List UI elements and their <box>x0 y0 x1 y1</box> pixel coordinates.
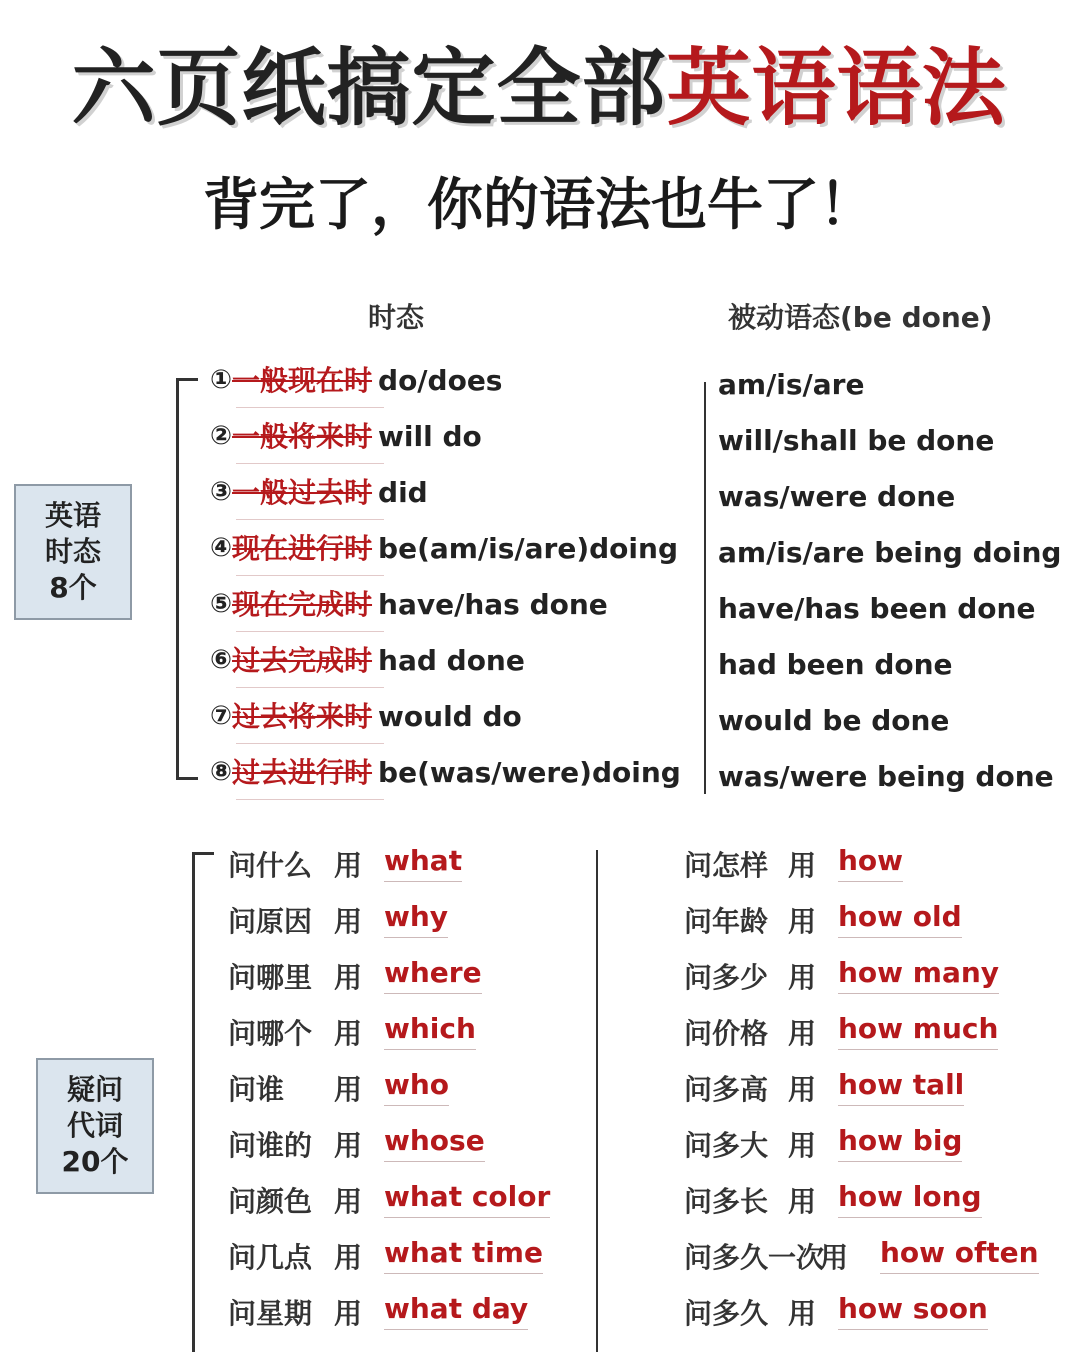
tense-number: ④ <box>210 533 233 563</box>
use-word: 用 <box>334 961 363 994</box>
tense-form: have/has done <box>378 587 608 621</box>
passive-form: had been done <box>718 647 953 681</box>
tense-form: will do <box>378 419 482 453</box>
question-side-label-line-2: 代词 <box>66 1109 123 1142</box>
question-row <box>228 1060 688 1116</box>
use-word: 用 <box>788 961 817 994</box>
question-row <box>684 948 1078 1004</box>
question-side-label-line-3: 20个 <box>61 1145 129 1178</box>
tense-row <box>210 408 482 464</box>
tense-bracket-bottom <box>176 777 198 780</box>
tense-form: be(was/were)doing <box>378 755 681 789</box>
question-row <box>684 1004 1078 1060</box>
tense-underline <box>236 799 384 800</box>
question-bracket <box>192 852 195 1352</box>
question-chinese: 问星期 <box>228 1297 313 1330</box>
question-row <box>228 1284 688 1340</box>
question-chinese: 问多高 <box>684 1073 769 1106</box>
question-word: how many <box>838 956 999 994</box>
question-chinese: 问原因 <box>228 905 313 938</box>
tense-bracket-top <box>176 378 198 381</box>
tense-number: ① <box>210 365 233 395</box>
question-row <box>228 892 688 948</box>
use-word: 用 <box>334 849 363 882</box>
question-chinese: 问哪个 <box>228 1017 313 1050</box>
tense-number: ⑧ <box>210 757 233 787</box>
question-side-label-line-1: 疑问 <box>66 1073 123 1106</box>
question-row <box>684 1284 1078 1340</box>
question-row <box>684 1060 1078 1116</box>
use-word: 用 <box>788 1073 817 1106</box>
tense-name: 一般现在时 <box>232 364 373 397</box>
question-chinese: 问年龄 <box>684 905 769 938</box>
tense-form: would do <box>378 699 522 733</box>
tense-form: did <box>378 475 428 509</box>
title-part-1: 六页纸搞定全部 <box>71 39 667 137</box>
tense-side-label-line-1: 英语 <box>44 499 101 532</box>
tense-number: ② <box>210 421 233 451</box>
passive-form: was/were being done <box>718 759 1054 793</box>
tense-form: do/does <box>378 363 503 397</box>
use-word: 用 <box>788 1185 817 1218</box>
question-side-label <box>36 1058 154 1194</box>
use-word: 用 <box>788 849 817 882</box>
question-word: which <box>384 1012 476 1050</box>
question-chinese: 问哪里 <box>228 961 313 994</box>
question-word: what color <box>384 1180 550 1218</box>
passive-form: have/has been done <box>718 591 1036 625</box>
tense-form: be(am/is/are)doing <box>378 531 678 565</box>
question-chinese: 问怎样 <box>684 849 769 882</box>
tense-row <box>210 576 608 632</box>
question-chinese: 问多大 <box>684 1129 769 1162</box>
question-chinese: 问什么 <box>228 849 313 882</box>
question-word: what day <box>384 1292 528 1330</box>
tense-form: had done <box>378 643 525 677</box>
passive-form: am/is/are <box>718 367 865 401</box>
tense-row <box>210 744 681 800</box>
passive-header: 被动语态(be done) <box>728 301 993 334</box>
question-chinese: 问价格 <box>684 1017 769 1050</box>
question-word: how tall <box>838 1068 964 1106</box>
question-row <box>684 1228 1078 1284</box>
question-row <box>684 1172 1078 1228</box>
page-subtitle: 背完了，你的语法也牛了！ <box>203 173 875 238</box>
tense-row <box>210 464 428 520</box>
question-chinese: 问几点 <box>228 1241 313 1274</box>
question-word: whose <box>384 1124 485 1162</box>
use-word: 用 <box>334 1073 363 1106</box>
question-chinese: 问谁的 <box>228 1129 313 1162</box>
use-word: 用 <box>788 1017 817 1050</box>
tense-side-label-line-3: 8个 <box>49 571 97 604</box>
question-word: how often <box>880 1236 1039 1274</box>
tense-name: 一般过去时 <box>232 476 373 509</box>
question-chinese: 问多少 <box>684 961 769 994</box>
passive-divider <box>704 382 706 794</box>
question-row <box>228 1004 688 1060</box>
question-word: how soon <box>838 1292 988 1330</box>
tense-side-label-line-2: 时态 <box>44 535 101 568</box>
page-title <box>0 38 1078 138</box>
question-word: how much <box>838 1012 998 1050</box>
tense-row <box>210 520 678 576</box>
use-word: 用 <box>334 1241 363 1274</box>
question-row <box>684 1116 1078 1172</box>
tense-name: 过去完成时 <box>232 644 373 677</box>
question-chinese: 问谁 <box>228 1073 285 1106</box>
tense-row <box>210 632 525 688</box>
question-row <box>228 948 688 1004</box>
question-chinese: 问多长 <box>684 1185 769 1218</box>
tense-name: 现在进行时 <box>232 532 373 565</box>
use-word: 用 <box>820 1241 849 1274</box>
tense-name: 过去进行时 <box>232 756 373 789</box>
question-chinese: 问多久一次 <box>684 1241 825 1274</box>
passive-form: am/is/are being doing <box>718 535 1062 569</box>
question-word: what time <box>384 1236 543 1274</box>
use-word: 用 <box>334 1185 363 1218</box>
use-word: 用 <box>788 1129 817 1162</box>
question-row <box>228 836 688 892</box>
question-row <box>684 892 1078 948</box>
use-word: 用 <box>788 1297 817 1330</box>
tense-header: 时态 <box>368 301 425 334</box>
use-word: 用 <box>334 1297 363 1330</box>
question-word: how big <box>838 1124 962 1162</box>
tense-row <box>210 352 502 408</box>
question-word: what <box>384 844 462 882</box>
question-row <box>228 1116 688 1172</box>
use-word: 用 <box>788 905 817 938</box>
use-word: 用 <box>334 1129 363 1162</box>
tense-row <box>210 688 522 744</box>
passive-form: will/shall be done <box>718 423 995 457</box>
passive-form: was/were done <box>718 479 956 513</box>
question-row <box>228 1228 688 1284</box>
question-word: who <box>384 1068 449 1106</box>
use-word: 用 <box>334 905 363 938</box>
question-word: how <box>838 844 903 882</box>
question-chinese: 问颜色 <box>228 1185 313 1218</box>
question-row <box>684 836 1078 892</box>
title-part-2: 英语语法 <box>666 39 1007 137</box>
tense-number: ⑦ <box>210 701 233 731</box>
question-bracket-top <box>192 852 214 855</box>
question-word: why <box>384 900 448 938</box>
question-chinese: 问多久 <box>684 1297 769 1330</box>
tense-name: 过去将来时 <box>232 700 373 733</box>
tense-name: 现在完成时 <box>232 588 373 621</box>
tense-side-label <box>14 484 132 620</box>
tense-number: ⑤ <box>210 589 233 619</box>
question-word: how old <box>838 900 962 938</box>
question-row <box>228 1172 688 1228</box>
tense-number: ⑥ <box>210 645 233 675</box>
use-word: 用 <box>334 1017 363 1050</box>
tense-number: ③ <box>210 477 233 507</box>
tense-name: 一般将来时 <box>232 420 373 453</box>
question-word: where <box>384 956 482 994</box>
question-word: how long <box>838 1180 982 1218</box>
tense-bracket <box>176 378 179 780</box>
passive-form: would be done <box>718 703 950 737</box>
